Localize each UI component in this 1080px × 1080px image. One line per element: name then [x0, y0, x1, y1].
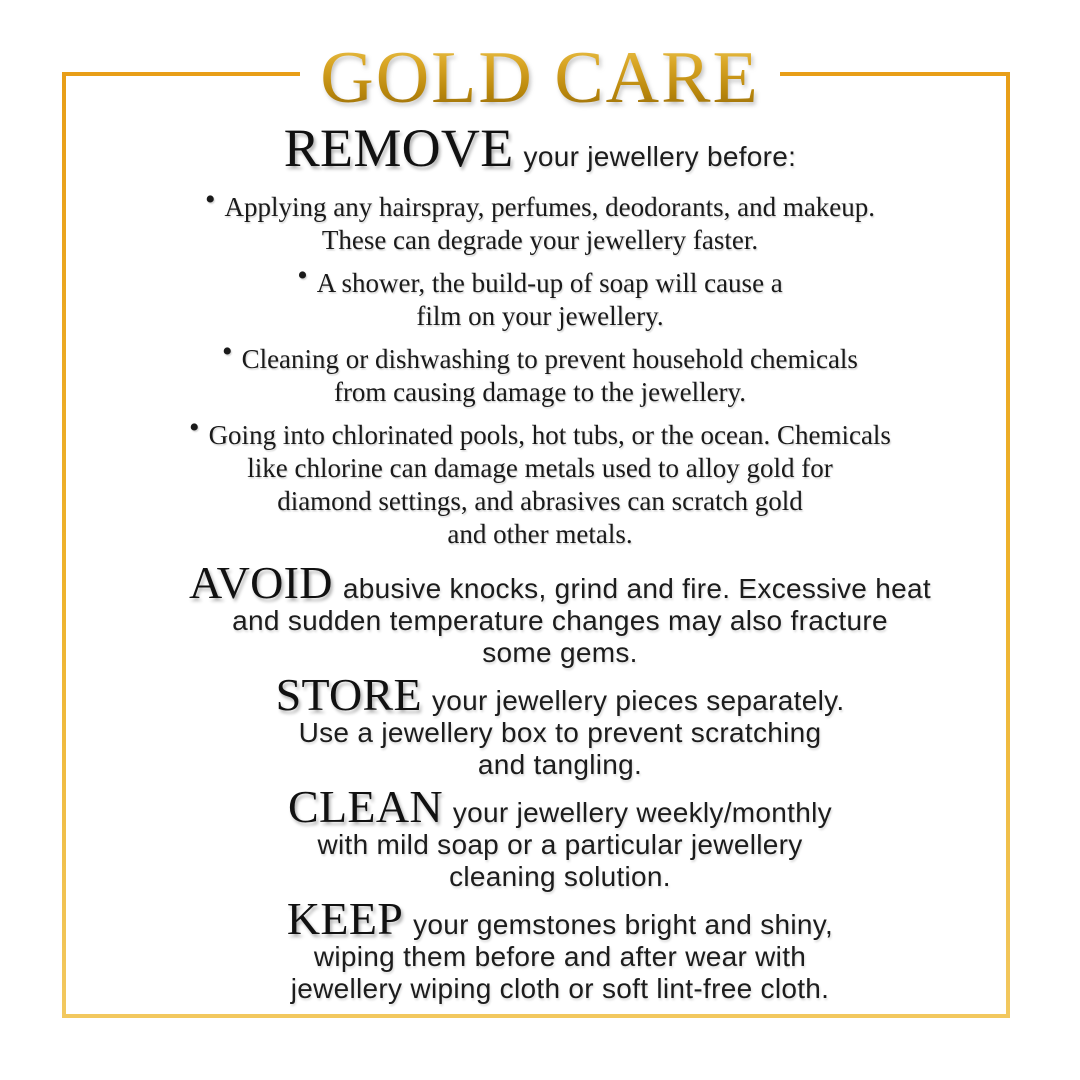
care-section-avoid: [120, 557, 1000, 669]
avoid-keyword: AVOID: [189, 557, 333, 608]
bullet-text: Going into chlorinated pools, hot tubs, or the ocean. Chemicals like chlorine can damage metals used to alloy gold for diamond settings, and abrasives can scratch gold and other metals.: [208, 420, 891, 549]
page-title: GOLD CARE: [320, 37, 760, 119]
bullet-text: Applying any hairspray, perfumes, deodorants, and makeup. These can degrade your jewellery faster.: [224, 192, 876, 255]
store-text: your jewellery pieces separately. Use a jewellery box to prevent scratching and tangling.: [298, 685, 845, 780]
title-wrap: [0, 38, 1080, 138]
clean-keyword: CLEAN: [288, 781, 443, 832]
bullet-item-shower: • A shower, the build-up of soap will cause a film on your jewellery.: [297, 259, 783, 331]
care-sections: [80, 557, 1000, 1005]
care-section-store: [120, 669, 1000, 781]
remove-heading: [80, 118, 1000, 178]
keep-keyword: KEEP: [286, 893, 404, 944]
bullet-item-pools: • Going into chlorinated pools, hot tubs, or the ocean. Chemicals like chlorine can damage metals used to alloy gold for diamond settings, and abrasives can scratch gold and other metals.: [189, 411, 891, 549]
store-keyword: STORE: [275, 669, 422, 720]
bullet-item-cleaning: • Cleaning or dishwashing to prevent household chemicals from causing damage to the jewellery.: [222, 335, 858, 407]
remove-keyword: REMOVE: [283, 118, 514, 178]
bullet-text: Cleaning or dishwashing to prevent household chemicals from causing damage to the jewellery.: [241, 344, 858, 407]
clean-text: your jewellery weekly/monthly with mild soap or a particular jewellery cleaning solution.: [317, 797, 832, 892]
bullet-text: A shower, the build-up of soap will cause a film on your jewellery.: [316, 268, 783, 331]
card-content: [80, 118, 1000, 1015]
care-section-keep: [120, 893, 1000, 1005]
bullet-item-hairspray: • Applying any hairspray, perfumes, deodorants, and makeup. These can degrade your jewellery faster.: [204, 183, 876, 255]
avoid-text: abusive knocks, grind and fire. Excessive heat and sudden temperature changes may also fracture some gems.: [232, 573, 931, 668]
keep-text: your gemstones bright and shiny, wiping them before and after wear with jewellery wiping cloth or soft lint-free cloth.: [290, 909, 834, 1004]
remove-heading-text: your jewellery before:: [523, 141, 797, 172]
care-section-clean: [120, 781, 1000, 893]
remove-bullet-list: [80, 183, 1000, 551]
